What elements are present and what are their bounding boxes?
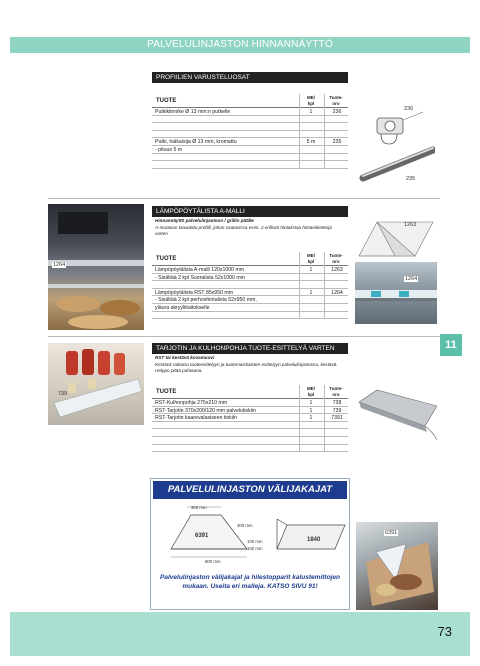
col-header-code: Tuote- nro — [329, 386, 343, 397]
cell-code: 1263 — [331, 267, 343, 273]
cell-product: Lämpöpöytälista RST 85x950 mm — [155, 289, 234, 296]
cell-unit: 1 — [309, 289, 313, 296]
dim-100-a: 100 mm — [247, 539, 263, 544]
cell-product: - Sisältää 2 kpl perhoshintalista 52x950 mm, — [155, 297, 257, 304]
tube-clip-illustration — [355, 100, 435, 190]
cell-code: 7391 — [331, 415, 343, 422]
promo-code-1840: 1840 — [307, 537, 321, 543]
cell-unit: 1 — [309, 400, 313, 406]
cell-product: RST-Tarjotin 370x200/120 mm palvelutiskiin — [155, 407, 256, 414]
table-row — [152, 108, 348, 116]
table-row — [152, 422, 348, 430]
section2-description — [155, 218, 345, 238]
table-row — [152, 429, 348, 437]
dim-300-top: 300 mm — [191, 505, 207, 510]
page-number: 73 — [437, 624, 452, 639]
cell-product: RST-Tarjotin kaarevalasiseen tiskiin — [155, 415, 237, 422]
cell-code: 739 — [332, 407, 342, 414]
table-row — [152, 123, 348, 131]
cell-unit: 1 — [309, 267, 313, 273]
col-header-code: Tuote- nro — [329, 253, 343, 264]
section2-title: LÄMPÖPÖYTÄLISTA A-MALLI — [152, 206, 348, 217]
dim-800: 800 mm — [205, 559, 221, 564]
section-divider — [48, 198, 440, 199]
promo-title: PALVELULINJASTON VÄLIJAKAJAT — [153, 481, 347, 499]
cell-code: 1264 — [331, 289, 343, 296]
product-tray-photo — [48, 343, 144, 425]
col-header-product: TUOTE — [156, 256, 177, 262]
table-row — [152, 116, 348, 124]
chapter-tab: 11 — [440, 334, 462, 356]
section3-description — [155, 355, 345, 375]
cell-product: Lämpöpöytälista A-malli 120x1000 mm — [155, 267, 245, 273]
section2-desc-italic: A-muotoon taivutettu profiili, johon saatavissa esim. 2 erillistä hintalistaa hintaetiketteijä varten — [155, 224, 332, 236]
table-header — [152, 252, 348, 266]
cell-unit: 1 — [309, 109, 313, 115]
a-frame-code-label: 1263 — [404, 222, 417, 228]
page-header-title: PALVELULINJASTON HINNANNÄYTTÖ — [147, 39, 333, 50]
table-row — [152, 154, 348, 162]
cell-unit: 5 m — [306, 139, 316, 146]
column-divider — [299, 252, 300, 319]
cell-product: - Sisältää 2 kpl Suoralista 52x1000 mm — [155, 274, 245, 281]
table-row — [152, 274, 348, 282]
col-header-unit: ME/ kpl — [306, 386, 315, 397]
table-row — [152, 138, 348, 146]
col-header-product: TUOTE — [156, 98, 177, 104]
column-divider — [324, 94, 325, 169]
table-row — [152, 131, 348, 139]
section1-table — [152, 94, 348, 169]
table-row — [152, 445, 348, 453]
section2-table — [152, 252, 348, 319]
cell-product: Putkikiinnike Ø 13 mm:n putkelle — [155, 109, 231, 115]
table-row — [152, 399, 348, 407]
section2-desc-bold: Hinnannäyttö palvelulinjastoon / grillin päälle — [155, 218, 254, 223]
section3-desc-bold: RST tai kestävä kovamuovi — [155, 355, 215, 360]
table-row — [152, 289, 348, 297]
photo-code-label-1264: 1264 — [53, 262, 66, 268]
section-divider — [48, 336, 440, 337]
col-header-unit: ME/ kpl — [306, 95, 315, 106]
cell-code: 738 — [332, 400, 342, 406]
column-divider — [324, 385, 325, 452]
footer-band — [10, 612, 470, 656]
tray-photo-code-label: 739 — [58, 391, 68, 397]
section3-table — [152, 385, 348, 452]
tube-code-label: 235 — [406, 176, 416, 182]
table-row — [152, 161, 348, 169]
cell-unit: 1 — [309, 407, 313, 414]
col-header-code: Tuote- nro — [329, 95, 343, 106]
cell-product: RST-Kulhonpohja 275x210 mm — [155, 400, 228, 406]
section3-desc-italic: Kestävä ratkaisu tuoteesittelyyn ja tuotemaistiaisten esittelyyn palvelulinjastossa, kestävä. Helppo pitää puhtaana. — [155, 361, 338, 373]
table-row — [152, 312, 348, 320]
column-divider — [299, 385, 300, 452]
curved-tray-illustration — [355, 380, 437, 440]
table-header — [152, 385, 348, 399]
table-row — [152, 414, 348, 422]
table-row — [152, 146, 348, 154]
table-row — [152, 266, 348, 274]
cell-unit: 1 — [309, 415, 313, 422]
cell-product: - pituus 5 m — [155, 146, 183, 153]
section3-title: TARJOTIN JA KULHONPOHJA TUOTE-ESITTELYÄ VARTEN — [152, 343, 348, 354]
col-header-unit: ME/ kpl — [306, 253, 315, 264]
promo-code-6391: 6391 — [195, 533, 209, 539]
col-header-product: TUOTE — [156, 389, 177, 395]
dim-300-right: 300 mm — [237, 523, 253, 528]
header-band — [10, 37, 470, 53]
table-row — [152, 304, 348, 312]
dividers-promo-box — [150, 478, 350, 610]
table-header — [152, 94, 348, 108]
table-row — [152, 437, 348, 445]
section1-title: PROFIILIEN VARUSTELUOSAT — [152, 72, 348, 83]
cell-product: Putki, halkaisija Ø 13 mm, kromattu — [155, 139, 237, 146]
cell-product: yläura akryyliitaitokselle — [155, 304, 210, 311]
dim-100-b: 100 mm — [247, 546, 263, 551]
column-divider — [299, 94, 300, 169]
a-frame-profile-illustration — [355, 216, 437, 260]
table-row — [152, 407, 348, 415]
table-row — [152, 281, 348, 289]
promo-text: Palvelulinjaston välijakajat ja hilestopparit kalustemittojen mukaan. Useita eri malleja. KATSO SIVU 91! — [160, 574, 340, 590]
clip-code-label: 236 — [404, 106, 414, 112]
column-divider — [324, 252, 325, 319]
promo-photo-code-label: 6391 — [385, 530, 398, 536]
rst-price-rail-photo — [355, 262, 437, 324]
cell-code: 235 — [332, 139, 342, 146]
cell-code: 236 — [332, 109, 342, 115]
table-row — [152, 296, 348, 304]
rst-rail-code-label: 1264 — [405, 276, 418, 282]
